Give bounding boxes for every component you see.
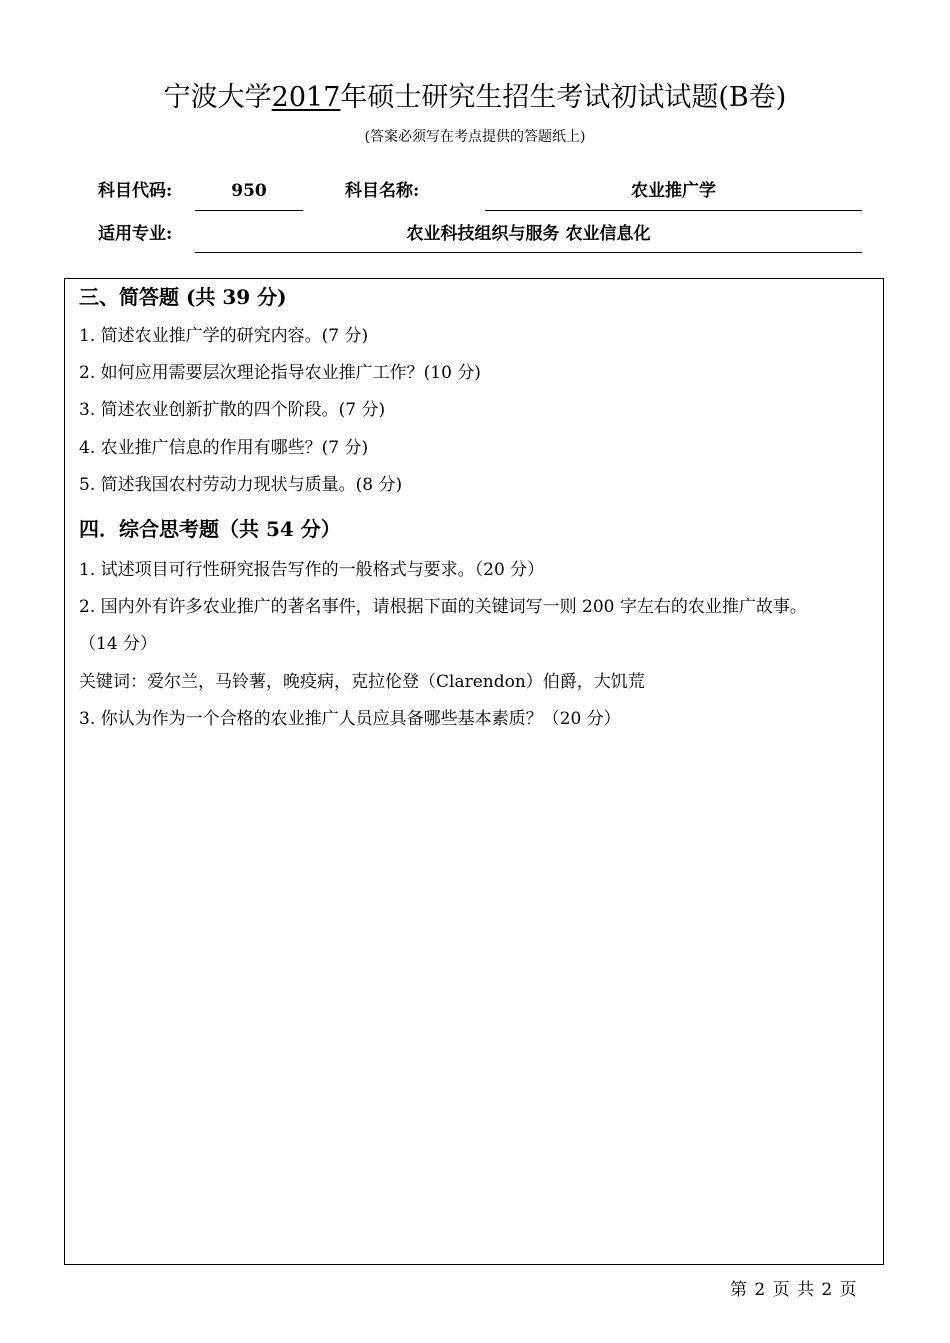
- exam-title: [0, 80, 950, 116]
- subject-name-label: 科目名称:: [345, 181, 420, 201]
- section-3-heading: 三、简答题 (共 39 分): [79, 285, 287, 309]
- major-underline: [195, 252, 862, 253]
- section-4-question-2-points: （14 分）: [79, 634, 158, 654]
- subject-name-underline: [485, 210, 862, 211]
- section-4-question-2: 2. 国内外有许多农业推广的著名事件，请根据下面的关键词写一则 200 字左右的农业推广故事。: [79, 597, 807, 617]
- subject-code-underline: [195, 210, 303, 211]
- section-4-question-3: 3. 你认为作为一个合格的农业推广人员应具备哪些基本素质？（20 分）: [79, 709, 621, 729]
- page-number: 第 2 页 共 2 页: [730, 1280, 858, 1300]
- question-box: [64, 278, 884, 1265]
- section-4-question-1: 1. 试述项目可行性研究报告写作的一般格式与要求。（20 分）: [79, 560, 545, 580]
- major-value: 农业科技组织与服务 农业信息化: [406, 224, 651, 244]
- subject-name-value: 农业推广学: [631, 181, 716, 201]
- section-3-question-2: 2. 如何应用需要层次理论指导农业推广工作？(10 分): [79, 363, 481, 383]
- subject-code-value: 950: [231, 181, 267, 201]
- major-label: 适用专业:: [98, 224, 173, 244]
- title-year: 2017: [271, 82, 341, 113]
- section-3-question-3: 3. 简述农业创新扩散的四个阶段。(7 分): [79, 400, 386, 420]
- section-4-heading: 四．综合思考题（共 54 分）: [79, 517, 341, 541]
- answer-note: (答案必须写在考点提供的答题纸上): [364, 129, 586, 145]
- title-prefix: 宁波大学: [163, 82, 272, 113]
- title-suffix: 年硕士研究生招生考试初试试题(B卷): [340, 82, 787, 113]
- subject-code-label: 科目代码:: [98, 181, 173, 201]
- section-3-question-4: 4. 农业推广信息的作用有哪些？(7 分): [79, 438, 369, 458]
- section-3-question-1: 1. 简述农业推广学的研究内容。(7 分): [79, 326, 369, 346]
- section-3-question-5: 5. 简述我国农村劳动力现状与质量。(8 分): [79, 475, 403, 495]
- section-4-keywords: 关键词：爱尔兰，马铃薯，晚疫病，克拉伦登（Clarendon）伯爵，大饥荒: [79, 672, 645, 692]
